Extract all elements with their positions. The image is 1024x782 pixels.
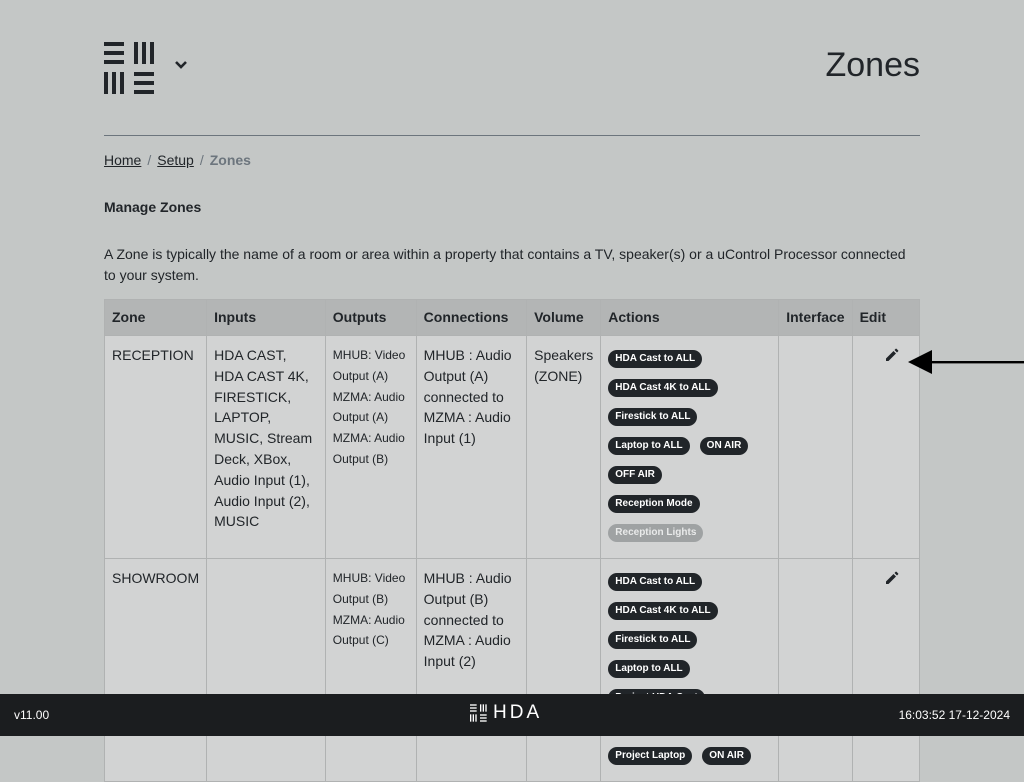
action-pill[interactable]: Firestick to ALL — [608, 408, 697, 426]
column-header[interactable]: Inputs — [207, 300, 326, 336]
actions-cell — [601, 336, 779, 559]
footer — [0, 694, 1024, 736]
column-header[interactable]: Zone — [105, 300, 207, 336]
action-pill[interactable]: Project Laptop — [608, 747, 692, 765]
output-item: MZMA: Audio Output (C) — [332, 612, 405, 648]
action-pill[interactable]: ON AIR — [702, 747, 751, 765]
edit-cell — [852, 559, 919, 782]
zone-cell: RECEPTION — [105, 336, 207, 559]
inputs-cell — [207, 559, 326, 782]
intro-text: A Zone is typically the name of a room or area within a property that contains a TV, speaker(s) or a uControl Processor connected to your system. — [104, 246, 906, 283]
action-pill-disabled: Reception Lights — [608, 524, 703, 542]
column-header[interactable]: Actions — [601, 300, 779, 336]
interface-cell — [779, 559, 852, 782]
action-pill[interactable]: Laptop to ALL — [608, 660, 689, 678]
brand-text: HDA — [493, 702, 543, 723]
outputs-cell — [325, 559, 416, 782]
column-header[interactable]: Edit — [852, 300, 919, 336]
connections-cell: MHUB : Audio Output (B) connected to MZMA : Audio Input (2) — [416, 559, 526, 782]
zone-cell: SHOWROOM — [105, 559, 207, 782]
breadcrumb-home[interactable]: Home — [104, 152, 142, 168]
hda-logo-icon[interactable] — [104, 42, 158, 94]
table-row — [105, 336, 920, 559]
arrow-left-icon — [908, 349, 1024, 375]
action-pill[interactable]: HDA Cast to ALL — [608, 573, 702, 591]
volume-cell — [527, 559, 601, 782]
output-item: MHUB: Video Output (A) — [332, 348, 406, 383]
header — [104, 0, 920, 136]
column-header[interactable]: Volume — [527, 300, 601, 336]
table-row — [105, 559, 920, 782]
breadcrumb-setup[interactable]: Setup — [157, 152, 194, 168]
action-pill[interactable]: HDA Cast 4K to ALL — [608, 602, 717, 620]
pencil-icon[interactable] — [884, 570, 900, 586]
page-title: Zones — [825, 46, 920, 84]
section-title: Manage Zones — [104, 199, 202, 215]
action-pill[interactable]: Laptop to ALL — [608, 437, 689, 455]
chevron-down-icon[interactable] — [174, 60, 188, 70]
column-header[interactable]: Connections — [416, 300, 526, 336]
page-container — [104, 0, 920, 761]
connections-cell: MHUB : Audio Output (A) connected to MZMA : Audio Input (1) — [416, 336, 526, 559]
footer-brand — [470, 702, 542, 724]
column-header[interactable]: Interface — [779, 300, 852, 336]
outputs-cell — [325, 336, 416, 559]
column-header[interactable]: Outputs — [325, 300, 416, 336]
breadcrumb-separator: / — [199, 152, 204, 168]
datetime-label: 16:03:52 17-12-2024 — [898, 708, 1010, 722]
pencil-icon[interactable] — [884, 347, 900, 363]
output-item: MZMA: Audio Output (B) — [332, 431, 405, 466]
breadcrumb-separator: / — [147, 152, 152, 168]
action-pill[interactable]: ON AIR — [700, 437, 749, 455]
breadcrumb — [104, 152, 251, 168]
output-item: MHUB: Video Output (B) — [332, 571, 406, 606]
breadcrumb-current: Zones — [209, 152, 251, 168]
interface-cell — [779, 336, 852, 559]
version-label: v11.00 — [14, 708, 50, 722]
table-header-row — [105, 300, 920, 336]
action-pill[interactable]: HDA Cast 4K to ALL — [608, 379, 717, 397]
action-pill[interactable]: OFF AIR — [608, 466, 662, 484]
inputs-cell: HDA CAST, HDA CAST 4K, FIRESTICK, LAPTOP, MUSIC, Stream Deck, XBox, Audio Input (1), Audio Input (2), MUSIC — [207, 336, 326, 559]
action-pill[interactable]: Reception Mode — [608, 495, 699, 513]
output-item: MZMA: Audio Output (A) — [332, 389, 405, 425]
hda-logo-icon — [470, 704, 488, 722]
action-pill[interactable]: Firestick to ALL — [608, 631, 697, 649]
volume-cell: Speakers (ZONE) — [527, 336, 601, 559]
actions-cell — [601, 559, 779, 782]
action-pill[interactable]: HDA Cast to ALL — [608, 350, 702, 368]
